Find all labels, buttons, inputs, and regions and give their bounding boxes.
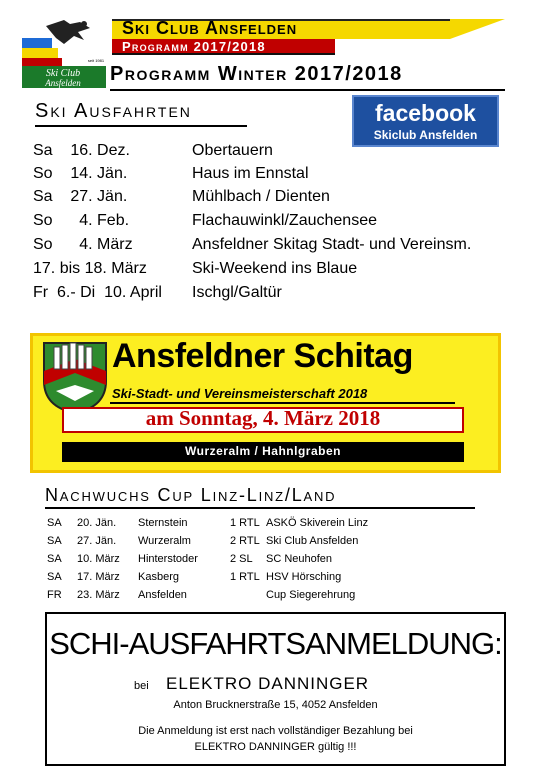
cup-date: 10. März xyxy=(77,553,120,565)
cup-date: 27. Jän. xyxy=(77,535,117,547)
trip-destination: Ischgl/Galtür xyxy=(192,284,282,301)
registration-title: SCHI-AUSFAHRTSANMELDUNG: xyxy=(49,626,502,661)
schitag-subtitle: Ski-Stadt- und Vereinsmeisterschaft 2018 xyxy=(112,386,368,401)
logo-since: seit 1981 xyxy=(87,58,105,63)
facebook-badge[interactable] xyxy=(352,95,499,147)
cup-race: 2 RTL xyxy=(230,535,260,547)
registration-bei: bei xyxy=(134,680,149,692)
registration-note-line2: ELEKTRO DANNINGER gültig !!! xyxy=(194,741,357,753)
trip-date: So 4. Feb. xyxy=(33,212,130,229)
trip-destination: Obertauern xyxy=(192,142,273,159)
facebook-subtitle: Skiclub Ansfelden xyxy=(373,128,478,142)
trip-destination: Haus im Ennstal xyxy=(192,165,309,182)
cup-club: ASKÖ Skiverein Linz xyxy=(266,517,369,529)
trip-date: Sa 27. Jän. xyxy=(33,188,128,205)
trip-destination: Flachauwinkl/Zauchensee xyxy=(192,212,377,229)
program-label: Programm 2017/2018 xyxy=(122,39,266,54)
club-name: Ski Club Ansfelden xyxy=(122,18,298,38)
ski-trips-underline xyxy=(35,125,247,127)
cup-day: SA xyxy=(47,553,62,565)
club-name-banner-tip xyxy=(450,19,505,39)
cup-date: 23. März xyxy=(77,589,120,601)
schitag-date: am Sonntag, 4. März 2018 xyxy=(145,406,381,430)
schitag-location: Wurzeralm / Hahnlgraben xyxy=(185,444,341,458)
registration-address: Anton Brucknerstraße 15, 4052 Ansfelden xyxy=(173,699,378,711)
title-underline xyxy=(110,89,505,91)
trip-destination: Ansfeldner Skitag Stadt- und Vereinsm. xyxy=(192,236,472,253)
logo-text-line1: Ski Club xyxy=(45,68,81,79)
cup-day: FR xyxy=(47,589,62,601)
club-logo xyxy=(20,18,106,88)
cup-heading: Nachwuchs Cup Linz-Linz/Land xyxy=(45,485,337,505)
cup-place: Hinterstoder xyxy=(138,553,198,565)
trip-date: So 14. Jän. xyxy=(33,165,128,182)
trip-destination: Ski-Weekend ins Blaue xyxy=(192,260,358,277)
cup-heading-underline xyxy=(45,507,475,509)
cup-place: Sternstein xyxy=(138,517,188,529)
trip-date: Sa 16. Dez. xyxy=(33,142,130,159)
cup-place: Wurzeralm xyxy=(138,535,191,547)
registration-shop: ELEKTRO DANNINGER xyxy=(166,674,370,693)
cup-date: 20. Jän. xyxy=(77,517,117,529)
cup-day: SA xyxy=(47,535,62,547)
cup-club: HSV Hörsching xyxy=(266,571,342,583)
trip-date: Fr 6.- Di 10. April xyxy=(33,284,162,301)
ansfelden-crest-icon xyxy=(42,341,108,415)
page-title: Programm Winter 2017/2018 xyxy=(110,63,403,85)
cup-club: SC Neuhofen xyxy=(266,553,333,565)
trip-destination: Mühlbach / Dienten xyxy=(192,188,330,205)
cup-club: Ski Club Ansfelden xyxy=(266,535,359,547)
schitag-title: Ansfeldner Schitag xyxy=(112,337,413,375)
trip-date: 17. bis 18. März xyxy=(33,260,147,277)
trip-date: So 4. März xyxy=(33,236,133,253)
cup-race: 2 SL xyxy=(230,553,253,565)
ski-trips-heading: Ski Ausfahrten xyxy=(35,100,192,122)
logo-text-line2: Ansfelden xyxy=(45,78,81,88)
cup-day: SA xyxy=(47,571,62,583)
registration-note-line1: Die Anmeldung ist erst nach vollständiger Bezahlung bei xyxy=(138,725,413,737)
cup-club: Cup Siegerehrung xyxy=(266,589,356,601)
facebook-title: facebook xyxy=(375,100,476,126)
cup-place: Kasberg xyxy=(138,571,179,583)
cup-date: 17. März xyxy=(77,571,120,583)
schitag-subtitle-underline xyxy=(110,402,455,404)
cup-race: 1 RTL xyxy=(230,571,260,583)
cup-place: Ansfelden xyxy=(138,589,187,601)
cup-day: SA xyxy=(47,517,62,529)
cup-race: 1 RTL xyxy=(230,517,260,529)
